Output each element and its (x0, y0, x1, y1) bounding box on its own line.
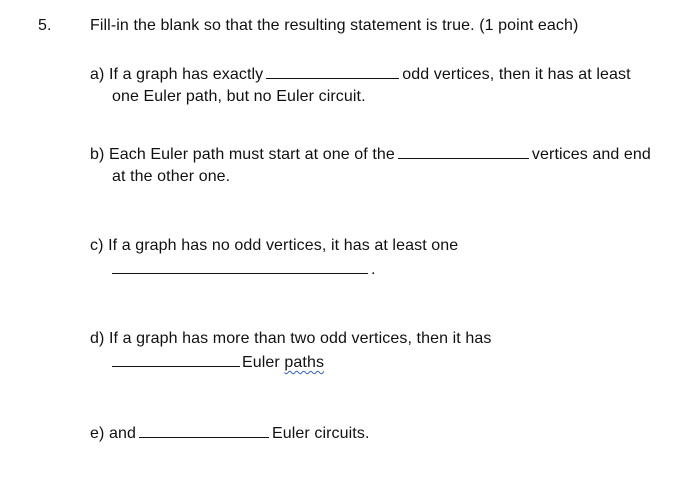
item-a-continuation: one Euler path, but no Euler circuit. (112, 88, 366, 105)
question-instruction: Fill-in the blank so that the resulting statement is true. (1 point each) (90, 17, 579, 34)
item-c-answer-line (112, 259, 376, 280)
item-d-flagged-word: paths (284, 354, 325, 371)
item-b-suffix: vertices and end (531, 146, 651, 163)
item-e-blank (139, 423, 269, 438)
item-b-blank (398, 144, 529, 159)
question-number: 5. (38, 17, 52, 34)
item-b-prefix: b) Each Euler path must start at one of the (90, 146, 395, 163)
item-d-suffix-word: Euler (242, 354, 280, 371)
item-c-period: . (371, 261, 376, 278)
item-c: c) If a graph has no odd vertices, it has at least one (90, 237, 459, 254)
item-d: d) If a graph has more than two odd vertices, then it has (90, 330, 492, 347)
item-d-blank (112, 352, 240, 367)
item-c-blank (112, 259, 368, 274)
item-e-prefix: e) and (90, 425, 136, 442)
item-d-answer-line (112, 352, 324, 373)
item-b (90, 144, 651, 165)
item-a-suffix: odd vertices, then it has at least (402, 66, 631, 83)
item-b-continuation: at the other one. (112, 168, 231, 185)
item-a-prefix: a) If a graph has exactly (90, 66, 264, 83)
item-a-blank (266, 64, 399, 79)
item-e (90, 423, 370, 444)
item-a (90, 64, 631, 85)
item-e-suffix: Euler circuits. (271, 425, 370, 442)
